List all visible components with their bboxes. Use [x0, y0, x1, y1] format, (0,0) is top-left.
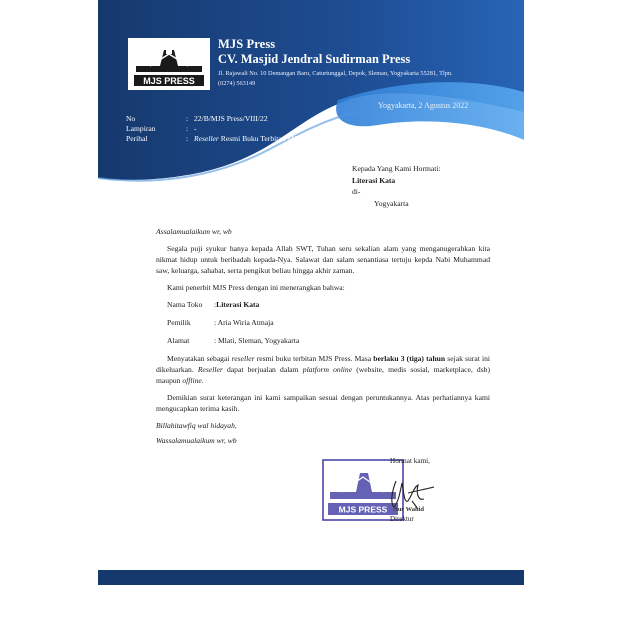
letter-page — [98, 0, 524, 585]
meta-value: 22/B/MJS Press/VIII/22 — [194, 114, 268, 123]
perihal-italic: Reseller — [194, 134, 219, 143]
store-row-pemilik — [167, 317, 490, 328]
company-short-name: MJS Press — [218, 37, 276, 51]
store-details — [167, 299, 490, 346]
text-run-italic: offline — [182, 376, 202, 385]
text-run: . — [201, 376, 204, 385]
store-label: Alamat — [167, 336, 190, 345]
text-run: (website, medis sosial, marketplace, dsb) maupun — [156, 365, 490, 385]
meta-label: Lampiran — [126, 124, 156, 133]
store-value: Literasi Kata — [216, 300, 260, 309]
paragraph-2: Kami penerbit MJS Press dengan ini menerangkan bahwa: — [167, 283, 345, 292]
svg-text:MJS PRESS: MJS PRESS — [338, 504, 388, 515]
meta-value — [194, 134, 324, 144]
closing-1: Billahitawfiq wal hidayah, — [156, 421, 237, 430]
text-run: sejak surat ini dikeluarkan. — [156, 354, 490, 374]
meta-colon: : — [186, 134, 189, 143]
recipient-name: Literasi Kata — [352, 175, 396, 185]
text-run-italic: reseller — [231, 354, 255, 363]
text-run: resmi buku terbitan MJS Press. Masa — [254, 354, 374, 363]
signer-name: Nur Wahid — [393, 506, 425, 513]
store-row-toko — [167, 299, 490, 310]
paragraph-4: Demikian surat keterangan ini kami sampaikan sesuai dengan peruntukannya. Atas perhatiannya kami mengucapkan terima kasih. — [156, 393, 490, 413]
meta-label: No — [126, 114, 136, 123]
letter-date: Yogyakarta, 2 Agustus 2022 — [378, 101, 469, 110]
meta-row-lampiran — [126, 124, 324, 134]
store-row-alamat — [167, 335, 490, 346]
store-value: : Mlati, Sleman, Yogyakarta — [214, 336, 300, 345]
recipient-place: Yogyakarta — [374, 198, 409, 208]
recipient-greeting: Kepada Yang Kami Hormati: — [352, 164, 441, 173]
store-label: Nama Toko — [167, 300, 203, 309]
closing-2: Wassalamualaikum wr, wb — [156, 436, 237, 445]
company-full-name: CV. Masjid Jendral Sudirman Press — [218, 52, 411, 66]
text-run-italic: platform online — [302, 365, 353, 374]
text-run: dapat berjualan dalam — [222, 365, 303, 374]
text-run: Menyatakan sebagai — [167, 354, 232, 363]
signer-role: Direktur — [390, 515, 414, 523]
svg-text:MJS PRESS: MJS PRESS — [143, 76, 195, 86]
store-colon: : — [214, 300, 217, 309]
signature-greeting: Hormat kami, — [390, 457, 430, 465]
store-value: : Aria Wiria Atmaja — [214, 318, 274, 327]
letter-body — [156, 226, 490, 452]
letter-meta — [126, 114, 324, 144]
store-label: Pemilik — [167, 318, 191, 327]
signature-area — [318, 455, 468, 555]
recipient-di: di- — [352, 187, 361, 196]
meta-colon: : — [186, 114, 189, 123]
opening-salam: Assalamualaikum wr, wb — [156, 227, 232, 236]
recipient-block — [352, 163, 441, 209]
meta-label: Perihal — [126, 134, 148, 143]
text-run-bold: berlaku 3 (tiga) tahun — [373, 354, 446, 363]
footer-bar — [98, 570, 524, 585]
paragraph-3 — [156, 353, 490, 386]
meta-colon: : — [186, 124, 189, 133]
company-logo — [128, 38, 210, 90]
paragraph-1: Segala puji syukur hanya kepada Allah SWT, Tuhan seru sekalian alam yang menganugerahkan kita nikmat hidup untuk beribadah kepada-Nya. Salawat dan salam senantiasa tertuju kepda Nabi Muhammad saw, keluarga, sahabat, serta pengikut beliau hingga akhir zaman. — [156, 244, 490, 275]
perihal-rest: Resmi Buku Terbitan MJS Press — [218, 134, 320, 143]
company-address: Jl. Rajawali No. 10 Demangan Baru, Caturtunggal, Depok, Sleman, Yogyakarta 55281, Tlpn. (0274) 563149 — [218, 70, 453, 87]
header-wave-background — [98, 0, 524, 185]
meta-row-perihal — [126, 134, 324, 144]
meta-row-no — [126, 114, 324, 124]
text-run-italic: Reseller — [197, 365, 223, 374]
meta-value: - — [194, 124, 197, 133]
